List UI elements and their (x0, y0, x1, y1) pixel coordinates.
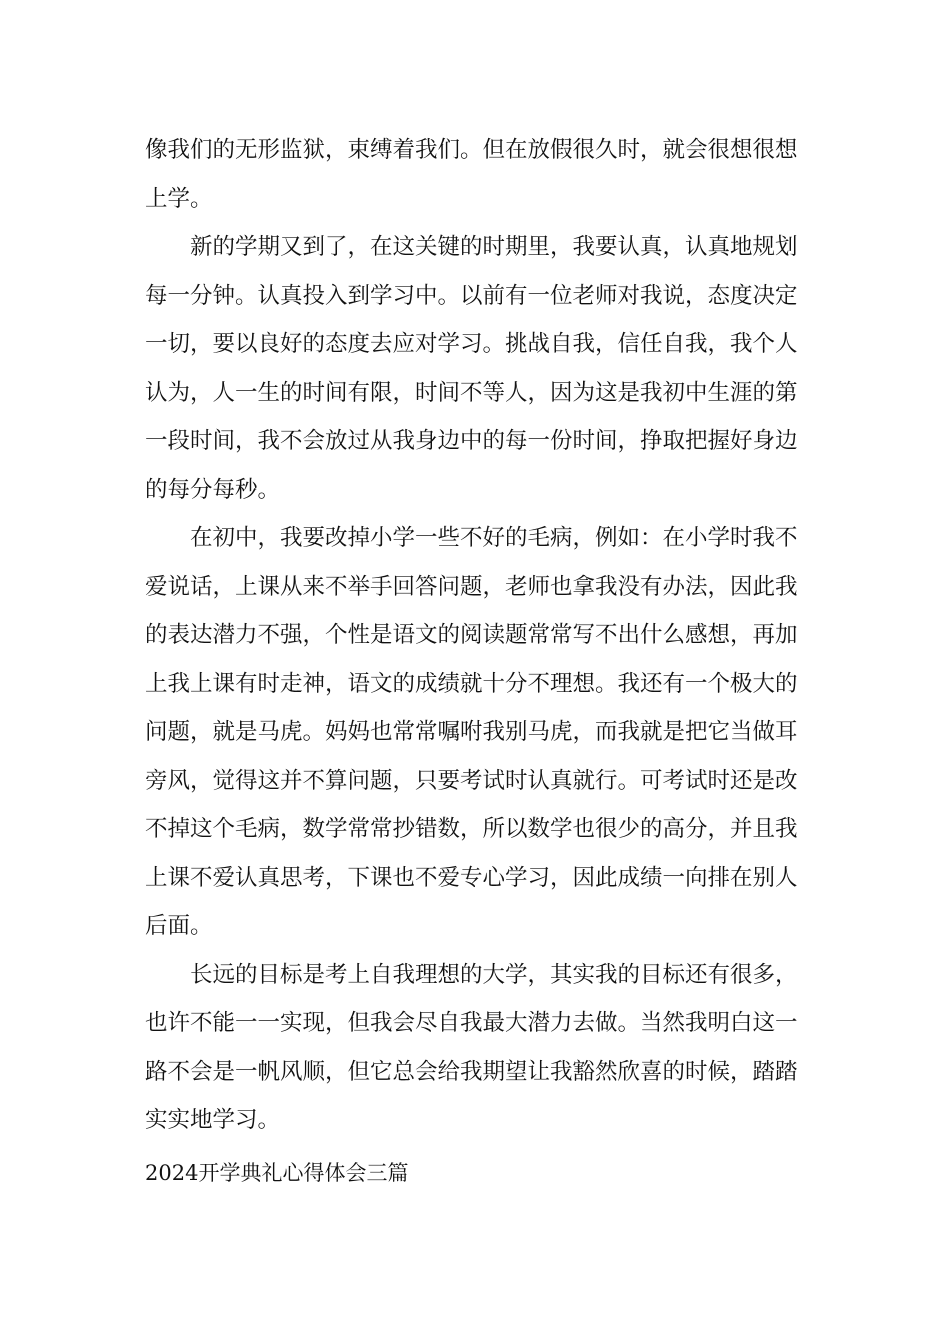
text-line: 新的学期又到了，在这关键的时期里，我要认真，认真地规划 (190, 234, 798, 260)
text-line: 不掉这个毛病，数学常常抄错数，所以数学也很少的高分，并且我 (145, 816, 798, 842)
text-line: 在初中，我要改掉小学一些不好的毛病，例如：在小学时我不 (190, 525, 798, 551)
paragraph-2 (145, 223, 810, 514)
text-line: 长远的目标是考上自我理想的大学，其实我的目标还有很多， (190, 961, 798, 988)
text-line: 每一分钟。认真投入到学习中。以前有一位老师对我说，态度决定 (145, 282, 798, 309)
text-line: 也许不能一一实现，但我会尽自我最大潜力去做。当然我明白这一 (145, 1010, 798, 1036)
paragraph-1 (145, 126, 810, 223)
text-line: 旁风，觉得这并不算问题，只要考试时认真就行。可考试时还是改 (145, 767, 798, 794)
text-line: 的每分每秒。 (145, 476, 281, 503)
text-line: 爱说话，上课从来不举手回答问题，老师也拿我没有办法，因此我 (145, 573, 798, 600)
text-line: 像我们的无形监狱，束缚着我们。但在放假很久时，就会很想很想 (145, 137, 798, 163)
text-line: 实实地学习。 (145, 1107, 281, 1133)
paragraph-3 (145, 514, 810, 951)
text-line: 上我上课有时走神，语文的成绩就十分不理想。我还有一个极大的 (145, 670, 798, 697)
section-heading: 2024开学典礼心得体会三篇 (145, 1160, 409, 1185)
text-line: 后面。 (145, 913, 213, 939)
text-line: 认为，人一生的时间有限，时间不等人，因为这是我初中生涯的第 (145, 379, 798, 406)
text-line: 一段时间，我不会放过从我身边中的每一份时间，挣取把握好身边 (145, 428, 798, 454)
document-page (145, 126, 810, 1193)
paragraph-4 (145, 951, 810, 1145)
text-line: 的表达潜力不强，个性是语文的阅读题常常写不出什么感想，再加 (145, 622, 798, 648)
text-line: 问题，就是马虎。妈妈也常常嘱咐我别马虎，而我就是把它当做耳 (145, 719, 798, 745)
text-line: 一切，要以良好的态度去应对学习。挑战自我，信任自我，我个人 (145, 331, 798, 357)
text-line: 上课不爱认真思考，下课也不爱专心学习，因此成绩一向排在别人 (145, 864, 798, 891)
text-line: 上学。 (145, 185, 213, 212)
text-line: 路不会是一帆风顺，但它总会给我期望让我豁然欣喜的时候，踏踏 (145, 1058, 798, 1085)
